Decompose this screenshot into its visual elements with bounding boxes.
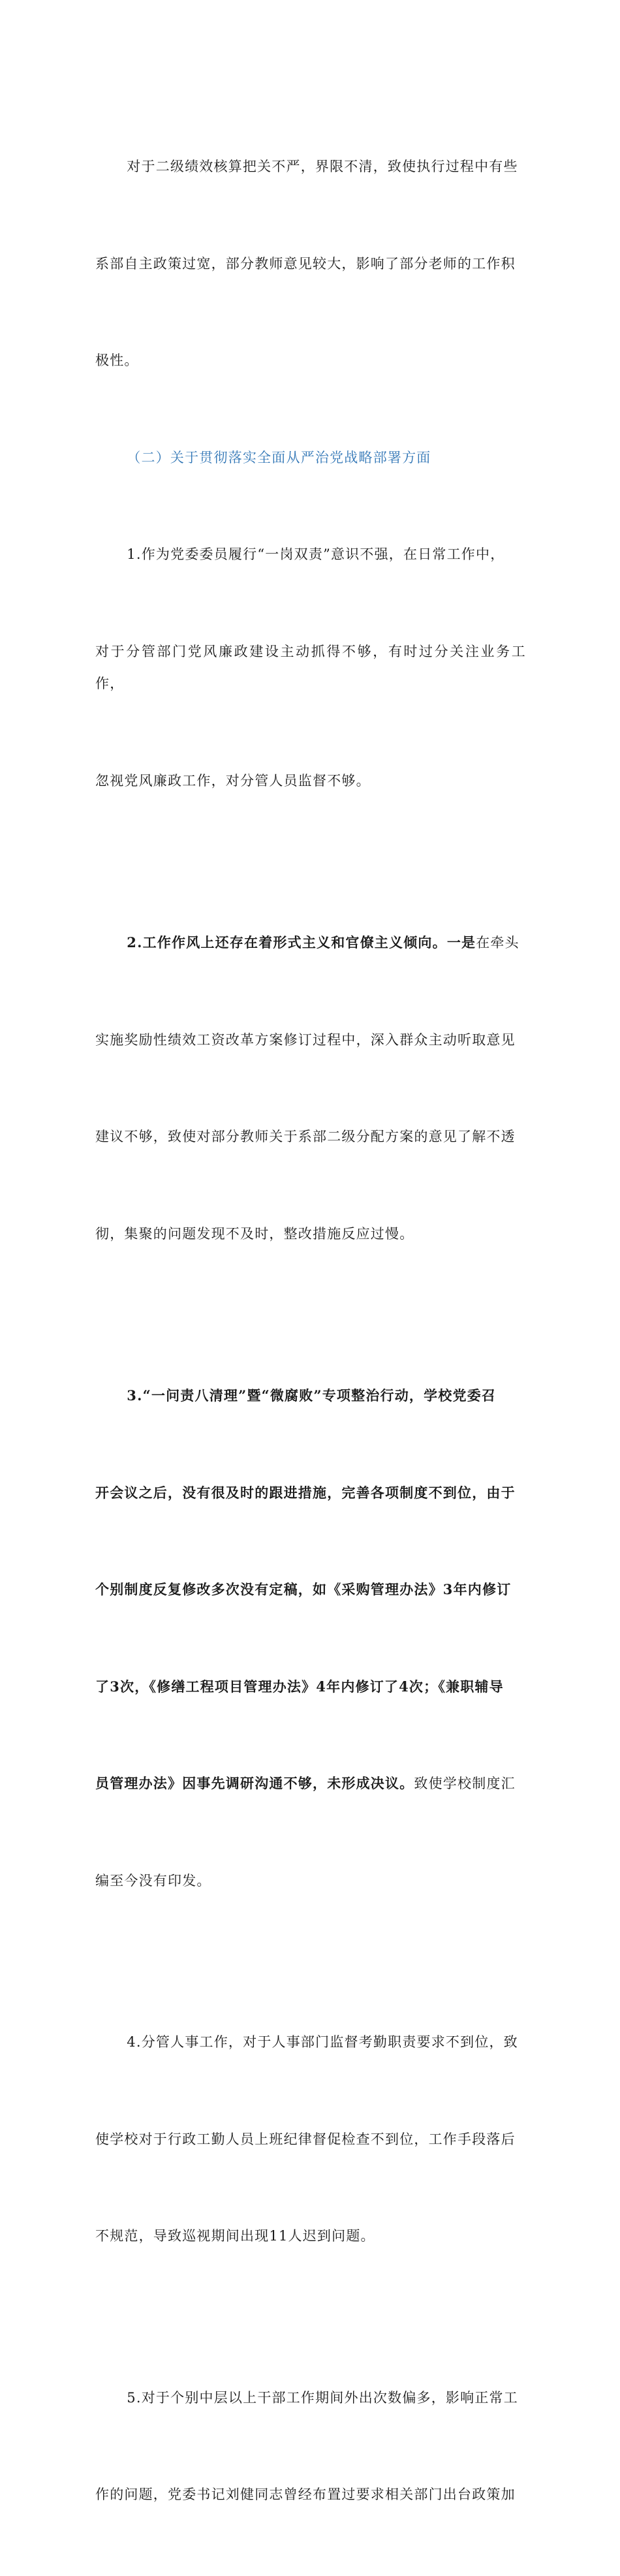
bold-lead-text: 2.工作作风上还存在着形式主义和官僚主义倾向。一是 <box>127 934 476 950</box>
section-heading: （二）关于贯彻落实全面从严治党战略部署方面 <box>127 449 431 465</box>
text-line: 对于二级绩效核算把关不严，界限不清，致使执行过程中有些 <box>127 159 518 174</box>
text-line: 建议不够，致使对部分教师关于系部二级分配方案的意见了解不透 <box>95 1129 516 1144</box>
text-line <box>95 1767 526 1800</box>
text-line <box>95 926 526 960</box>
text-line: 5.对于个别中层以上干部工作期间外出次数偏多，影响正常工 <box>127 2389 518 2406</box>
paragraph-item-5 <box>95 2317 526 2576</box>
text-line: 系部自主政策过宽，部分教师意见较大，影响了部分老师的工作积 <box>95 255 516 272</box>
normal-text: 致使学校制度汇 <box>414 1776 516 1791</box>
text-line: 编至今没有印发。 <box>95 1872 211 1889</box>
text-line: 忽视党风廉政工作，对分管人员监督不够。 <box>95 772 371 789</box>
bold-text-line: 开会议之后，没有很及时的跟进措施，完善各项制度不到位，由于 <box>95 1484 516 1501</box>
bold-text-line: 3.“一问责八清理”暨“微腐败”专项整治行动，学校党委召 <box>127 1387 497 1404</box>
text-line: 不规范，导致巡视期间出现11人迟到问题。 <box>95 2228 375 2244</box>
paragraph-performance-accounting <box>95 86 526 442</box>
paragraph-item-4 <box>95 1962 526 2317</box>
bold-tail-text: 员管理办法》因事先调研沟通不够，未形成决议。 <box>95 1775 414 1791</box>
bold-text-line: 了3次，《修缮工程项目管理办法》4年内修订了4次；《兼职辅导 <box>95 1678 504 1695</box>
text-line: 彻，集聚的问题发现不及时，整改措施反应过慢。 <box>95 1225 414 1242</box>
text-line: 对于分管部门党风廉政建设主动抓得不够，有时过分关注业务工作， <box>95 643 526 691</box>
text-line: 极性。 <box>95 353 139 368</box>
text-line: 作的问题，党委书记刘健同志曾经布置过要求相关部门出台政策加 <box>95 2487 516 2502</box>
text-line: 4.分管人事工作，对于人事部门监督考勤职责要求不到位，致 <box>127 2034 518 2050</box>
paragraph-item-1 <box>95 474 526 862</box>
text-line: 实施奖励性绩效工资改革方案修订过程中，深入群众主动听取意见 <box>95 1031 516 1048</box>
bold-text-line: 个别制度反复修改多次没有定稿，如《采购管理办法》3年内修订 <box>95 1581 512 1597</box>
paragraph-item-3 <box>95 1315 526 1962</box>
paragraph-item-2 <box>95 862 526 1315</box>
text-line: 使学校对于行政工勤人员上班纪律督促检查不到位，工作手段落后 <box>95 2131 516 2147</box>
text-line: 1.作为党委委员履行“一岗双责”意识不强，在日常工作中， <box>127 546 505 562</box>
document-page <box>95 86 526 2576</box>
normal-text: 在牵头 <box>476 935 519 950</box>
